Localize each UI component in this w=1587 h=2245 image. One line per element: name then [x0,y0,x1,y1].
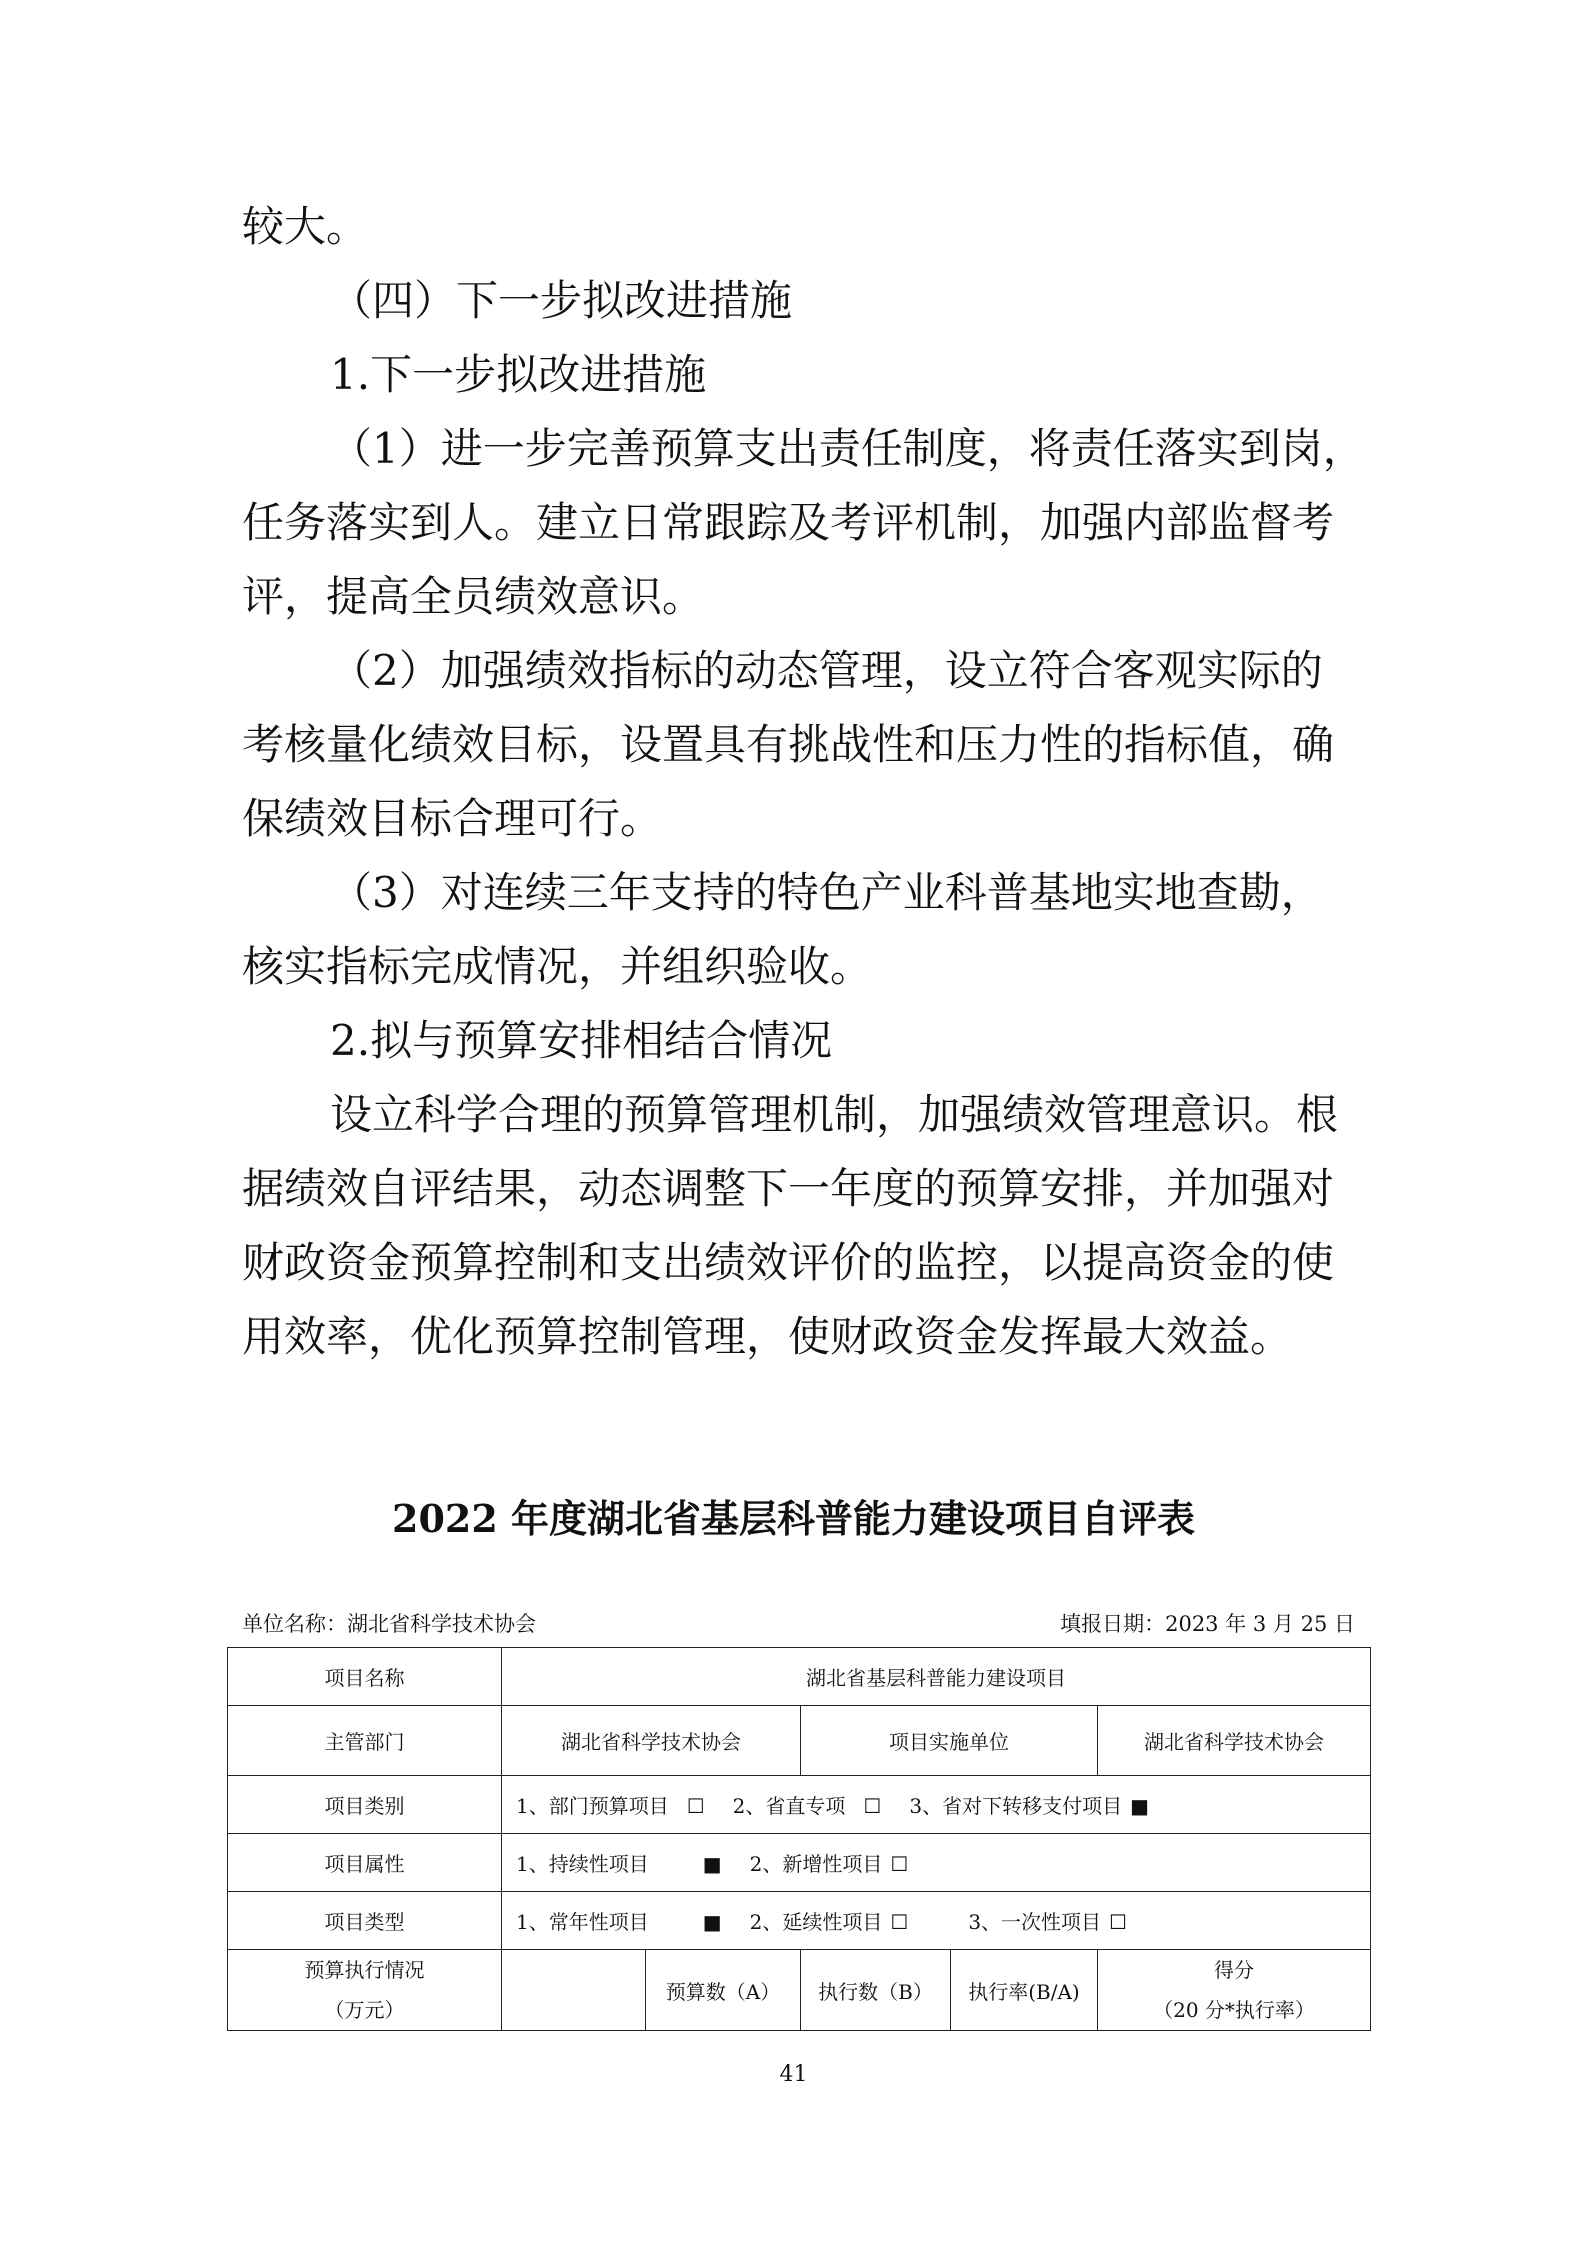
option-text: 2、省直专项 [732,1794,846,1818]
option-item [750,1848,937,1877]
attribute-label: 项目属性 [228,1834,502,1892]
checkbox-icon: ☐ [890,1910,909,1934]
paragraph-continuation [242,190,1362,264]
text-line: （1）进一步完善预算支出责任制度，将责任落实到岗， [330,424,1365,473]
checkbox-icon: ☐ [863,1794,882,1818]
text-line: 设立科学合理的预算管理机制，加强绩效管理意识。根 [330,1090,1339,1139]
page-number: 41 [779,2062,808,2087]
checkbox-checked-icon: ■ [702,1852,722,1876]
text-line: 任务落实到人。建立日常跟踪及考评机制，加强内部监督考 [242,498,1335,547]
impl-unit-value: 湖北省科学技术协会 [1098,1706,1371,1776]
unit-name-label: 单位名称：湖北省科学技术协会 [242,1612,536,1636]
impl-unit-label: 项目实施单位 [801,1706,1098,1776]
option-text: 2、延续性项目 [749,1910,883,1934]
label-line: （万元） [324,1998,405,2022]
option-item [516,1906,750,1935]
dept-value: 湖北省科学技术协会 [502,1706,801,1776]
checkbox-icon: ☐ [686,1794,705,1818]
project-name-label: 项目名称 [228,1648,502,1706]
category-options [502,1776,1371,1834]
budget-integration-paragraph [242,1078,1362,1374]
budget-col-rate: 执行率(B/A) [951,1950,1098,2031]
option-text: 2、新增性项目 [749,1852,883,1876]
text-line: （3）对连续三年支持的特色产业科普基地实地查勘， [330,868,1323,917]
type-label: 项目类型 [228,1892,502,1950]
type-options [502,1892,1371,1950]
empty-cell [502,1950,646,2031]
option-item [516,1848,750,1877]
table-row [228,1950,1371,2031]
option-text: 1、常年性项目 [516,1910,649,1934]
option-text: 3、省对下转移支付项目 [909,1794,1123,1818]
option-text: 1、部门预算项目 [516,1794,669,1818]
subsection-heading: 2.拟与预算安排相结合情况 [330,1016,833,1065]
table-row [228,1706,1371,1776]
measure-1-paragraph [242,412,1365,634]
label-line: 得分 [1214,1958,1255,1982]
text-line: 保绩效目标合理可行。 [242,794,663,843]
fill-date-label: 填报日期：2023 年 3 月 25 日 [1060,1612,1355,1636]
budget-execution-label [228,1950,502,2031]
measure-2-paragraph [242,634,1362,856]
text-line: 用效率，优化预算控制管理，使财政资金发挥最大效益。 [242,1312,1293,1361]
text-line: 据绩效自评结果，动态调整下一年度的预算安排，并加强对 [242,1164,1335,1213]
option-item [733,1790,910,1819]
budget-col-b: 执行数（B） [801,1950,951,2031]
text-line: 较大。 [242,202,369,251]
option-text: 1、持续性项目 [516,1852,649,1876]
checkbox-icon: ☐ [1109,1910,1127,1934]
label-line: （20 分*执行率） [1153,1998,1315,2022]
form-title: 2022 年度湖北省基层科普能力建设项目自评表 [392,1496,1195,1541]
option-item [968,1906,1155,1935]
project-name-value: 湖北省基层科普能力建设项目 [502,1648,1371,1706]
measure-3-paragraph [242,856,1362,1004]
table-row [228,1648,1371,1706]
text-line: 评，提高全员绩效意识。 [242,572,705,621]
text-line: 考核量化绩效目标，设置具有挑战性和压力性的指标值，确 [242,720,1335,769]
table-row [228,1776,1371,1834]
category-label: 项目类别 [228,1776,502,1834]
self-evaluation-table [227,1647,1371,2031]
text-line: （2）加强绩效指标的动态管理，设立符合客观实际的 [330,646,1323,695]
checkbox-icon: ☐ [890,1852,909,1876]
budget-col-score [1098,1950,1371,2031]
section-heading: （四）下一步拟改进措施 [330,276,793,325]
option-item [909,1790,1177,1819]
option-item [750,1906,969,1935]
checkbox-checked-icon: ■ [702,1910,722,1934]
table-row [228,1892,1371,1950]
text-line: 财政资金预算控制和支出绩效评价的监控，以提高资金的使 [242,1238,1335,1287]
subsection-heading: 1.下一步拟改进措施 [330,350,707,399]
checkbox-checked-icon: ■ [1130,1794,1149,1818]
budget-col-a: 预算数（A） [646,1950,801,2031]
dept-label: 主管部门 [228,1706,502,1776]
label-line: 预算执行情况 [304,1958,425,1982]
option-item [516,1790,733,1819]
text-line: 核实指标完成情况，并组织验收。 [242,942,873,991]
attribute-options [502,1834,1371,1892]
table-row [228,1834,1371,1892]
option-text: 3、一次性项目 [968,1910,1102,1934]
